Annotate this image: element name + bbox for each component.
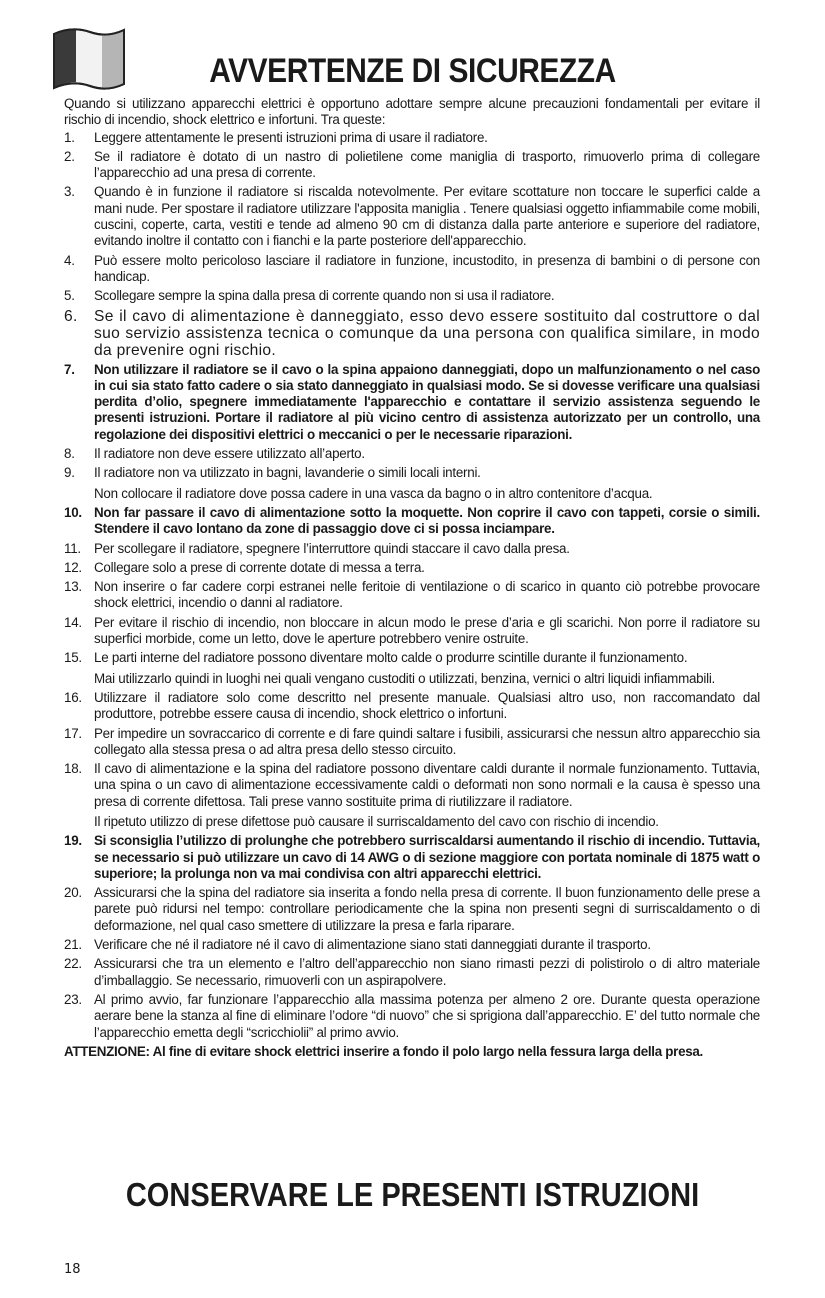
- list-item-number: 11.: [64, 540, 81, 556]
- list-item: [64, 362, 760, 443]
- list-item-number: 21.: [64, 937, 82, 953]
- list-item: [64, 130, 760, 146]
- list-item-text: Le parti interne del radiatore possono diventare molto calde o produrre scintille durante il funzionamento.: [94, 650, 688, 666]
- list-item-text: Non utilizzare il radiatore se il cavo o la spina appaiono danneggiati, dopo un malfunzionamento o nel caso in cui sia stato fatto cadere o sia stato danneggiato in qualsiasi modo. Se si dovesse verificare una qualsiasi perdita d’olio, spegnere immediatamente l'apparecchio e contattare il servizio assistenza seguendo le presenti istruzioni. Portare il radiatore al più vicino centro di assistenza autorizzato per un controllo, una regolazione dei dispositivi elettrici o meccanici o per le necessarie riparazioni.: [94, 361, 760, 442]
- list-item-number: 9.: [64, 465, 75, 481]
- list-item-text: Per impedire un sovraccarico di corrente e di fare quindi saltare i fusibili, assicurarsi che nessun altro apparecchio sia collegato alla stessa presa o ad altra presa dello stesso circuito.: [94, 725, 760, 757]
- list-item: [64, 253, 760, 286]
- list-item-text: Può essere molto pericoloso lasciare il radiatore in funzione, incustodito, in presenza di bambini o di persone con handicap.: [94, 252, 760, 284]
- attention-note: ATTENZIONE: Al fine di evitare shock elettrici inserire a fondo il polo largo nella fessura larga della presa.: [64, 1043, 703, 1059]
- list-item: [64, 184, 760, 249]
- list-item: [64, 726, 760, 759]
- list-item-number: 8.: [64, 446, 75, 462]
- list-item: [64, 761, 760, 830]
- list-item: [64, 560, 760, 576]
- list-item-text: Non inserire o far cadere corpi estranei nelle feritoie di ventilazione o di scarico in quanto ciò potrebbe provocare shock elettrici, incendio o danni al radiatore.: [94, 579, 760, 611]
- list-item-number: 12.: [64, 559, 82, 575]
- list-item-number: 17.: [64, 725, 82, 741]
- page-number: 18: [64, 1262, 81, 1277]
- list-item-text: Scollegare sempre la spina dalla presa di corrente quando non si usa il radiatore.: [94, 288, 555, 304]
- list-item: [64, 992, 760, 1041]
- intro-paragraph: Quando si utilizzano apparecchi elettrici è opportuno adottare sempre alcune precauzioni fondamentali per evitare il rischio di incendio, shock elettrico e infortuni. Tra queste:: [64, 96, 760, 128]
- list-item-text: Per scollegare il radiatore, spegnere l’interruttore quindi staccare il cavo dalla presa.: [94, 540, 570, 556]
- list-item: [64, 505, 760, 538]
- list-item-text: Verificare che né il radiatore né il cavo di alimentazione siano stati danneggiati durante il trasporto.: [94, 937, 651, 953]
- list-item-text: Assicurarsi che la spina del radiatore sia inserita a fondo nella presa di corrente. Il buon funzionamento delle prese a parete può ridursi nel tempo: controllare periodicamente che la spina non presenti segni di surriscaldamento o di deformazione, nel qual caso smettere di utilizzare la presa e farla riparare.: [94, 885, 760, 933]
- list-item-number: 1.: [64, 129, 75, 145]
- list-item: [64, 885, 760, 934]
- list-item: [64, 650, 760, 687]
- list-item-continuation: Non collocare il radiatore dove possa cadere in una vasca da bagno o in altro contenitore d’acqua.: [94, 485, 653, 501]
- list-item-text: Per evitare il rischio di incendio, non bloccare in alcun modo le prese d’aria e gli scarichi. Non porre il radiatore su superfici morbide, come un letto, dove le aperture potrebbero venire ostruite.: [94, 614, 760, 647]
- list-item-number: 5.: [64, 288, 75, 304]
- list-item-number: 15.: [64, 650, 82, 666]
- list-item-text: Leggere attentamente le presenti istruzioni prima di usare il radiatore.: [94, 129, 488, 145]
- list-item: [64, 615, 760, 648]
- list-item-number: 18.: [64, 761, 82, 777]
- list-item-number: 20.: [64, 885, 82, 901]
- list-item: [64, 956, 760, 989]
- list-item-number: 6.: [64, 307, 78, 325]
- list-item-text: Collegare solo a prese di corrente dotate di messa a terra.: [94, 559, 425, 575]
- page-title: AVVERTENZE DI SICUREZZA: [209, 52, 616, 90]
- list-item-text: Quando è in funzione il radiatore si riscalda notevolmente. Per evitare scottature non toccare le superfici calde a mani nude. Per spostare il radiatore utilizzare l'apposita maniglia . Tenere qualsiasi oggetto infiammabile come mobili, cuscini, coperte, carta, vestiti e tende ad almeno 90 cm di distanza dalla parte anteriore e superiore del radiatore, evitando inoltre il contatto con i fianchi e la parte posteriore dell'apparecchio.: [94, 184, 761, 249]
- list-item: [64, 149, 760, 182]
- list-item-text: Se il radiatore è dotato di un nastro di polietilene come maniglia di trasporto, rimuoverlo prima di collegare l’apparecchio ad una presa di corrente.: [94, 148, 760, 181]
- list-item-number: 2.: [64, 148, 75, 164]
- list-item: [64, 446, 760, 462]
- list-item-text: Non far passare il cavo di alimentazione sotto la moquette. Non coprire il cavo con tappeti, corsie o simili. Stendere il cavo lontano da zone di passaggio dove ci si possa inciampare.: [94, 504, 760, 537]
- list-item-continuation: Mai utilizzarlo quindi in luoghi nei quali vengano custoditi o utilizzati, benzina, vernici o altri liquidi infiammabili.: [94, 670, 716, 686]
- list-item-number: 19.: [64, 833, 82, 849]
- list-item: [64, 579, 760, 612]
- warnings-list: [64, 130, 760, 1041]
- list-item-number: 22.: [64, 956, 82, 972]
- list-item-number: 16.: [64, 689, 82, 705]
- list-item-number: 13.: [64, 579, 82, 595]
- list-item-number: 3.: [64, 184, 75, 200]
- list-item-text: Se il cavo di alimentazione è danneggiato, esso devo essere sostituito dal costruttore o dal suo servizio assistenza tecnica o comunque da una persona con qualifica similare, in modo da prevenire ogni rischio.: [94, 307, 760, 359]
- list-item-text: Si sconsiglia l’utilizzo di prolunghe che potrebbero surriscaldarsi aumentando il rischio di incendio. Tuttavia, se necessario si può utilizzare un cavo di 14 AWG o di sezione maggiore con portata nominale di 1875 watt o superiore; la prolunga non va mai condivisa con altri apparecchi elettrici.: [94, 833, 760, 881]
- list-item-number: 7.: [64, 361, 75, 377]
- list-item: [64, 690, 760, 723]
- safety-warnings-body: [64, 96, 760, 1060]
- list-item-text: Assicurarsi che tra un elemento e l’altro dell’apparecchio non siano rimasti pezzi di polistirolo o di altro materiale d’imballaggio. Se necessario, rimuoverli con un aspirapolvere.: [94, 956, 760, 988]
- list-item-number: 23.: [64, 991, 82, 1007]
- list-item: [64, 465, 760, 502]
- list-item-text: Il radiatore non deve essere utilizzato all’aperto.: [94, 446, 365, 462]
- list-item-text: Al primo avvio, far funzionare l’apparecchio alla massima potenza per almeno 2 ore. Durante questa operazione aerare bene la stanza al fine di eliminare l’odore “di nuovo” che si sprigiona dall’apparecchio. E’ del tutto normale che l’apparecchio emetta degli “scricchiolii” al primo avvio.: [94, 991, 760, 1040]
- list-item: [64, 833, 760, 882]
- list-item-number: 10.: [64, 504, 82, 520]
- list-item-text: Il cavo di alimentazione e la spina del radiatore possono diventare caldi durante il normale funzionamento. Tuttavia, una spina o un cavo di alimentazione eccessivamente caldi o deformati non sono normali e la causa è spesso una presa di corrente difettosa. Tali prese vanno sostituite prima di riutilizzare il radiatore.: [94, 761, 760, 809]
- list-item: [64, 541, 760, 557]
- list-item-text: Utilizzare il radiatore solo come descritto nel presente manuale. Qualsiasi altro uso, non raccomandato dal produttore, potrebbe essere causa di incendio, shock elettrico o infortuni.: [94, 689, 760, 722]
- list-item-number: 4.: [64, 252, 75, 268]
- list-item: [64, 937, 760, 953]
- footer-title: CONSERVARE LE PRESENTI ISTRUZIONI: [125, 1176, 700, 1213]
- list-item-continuation: Il ripetuto utilizzo di prese difettose può causare il surriscaldamento del cavo con rischio di incendio.: [94, 813, 659, 829]
- list-item-number: 14.: [64, 614, 82, 630]
- list-item: [64, 308, 760, 359]
- list-item: [64, 288, 760, 304]
- list-item-text: Il radiatore non va utilizzato in bagni, lavanderie o simili locali interni.: [94, 465, 481, 481]
